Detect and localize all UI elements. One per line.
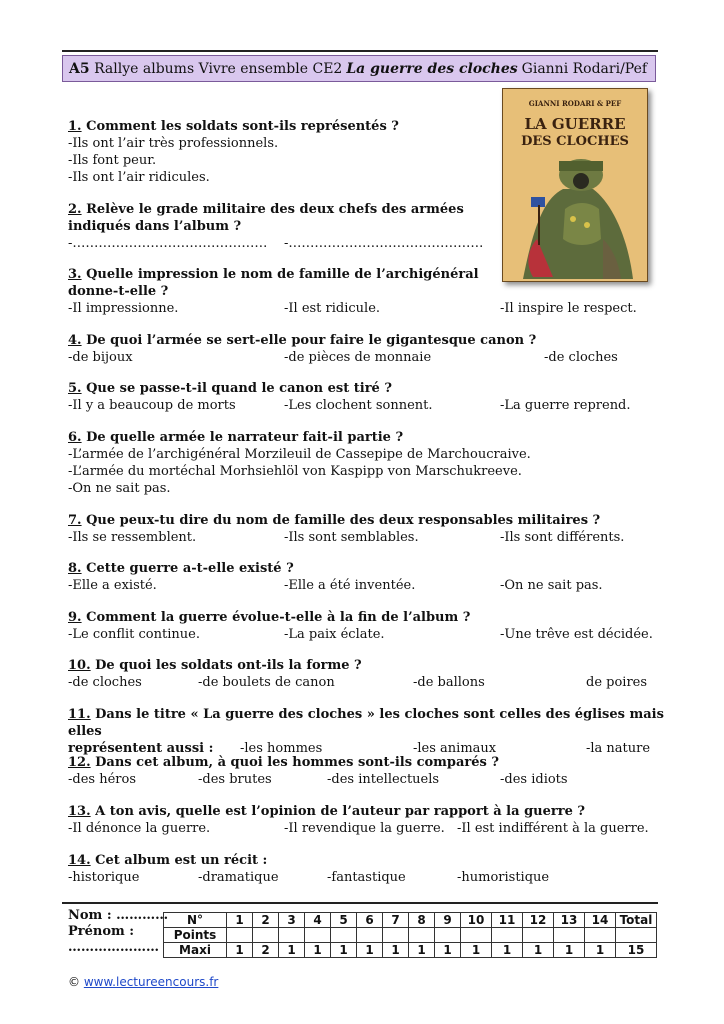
answer-option[interactable]: -Ils sont différents. [500,530,625,545]
header-cell: 2 [253,913,279,928]
question-number: 1. [68,119,82,134]
question-text: De quoi l’armée se sert-elle pour faire le gigantesque canon ? [86,333,537,348]
header-cell: 6 [357,913,383,928]
points-cell[interactable] [554,928,585,943]
score-table [163,912,657,958]
maxi-cell: 15 [616,943,657,958]
answer-option[interactable]: -Il revendique la guerre. [284,821,445,836]
question-text-continued: indiqués dans l’album ? [68,219,242,234]
maxi-cell: 1 [585,943,616,958]
website-link[interactable]: www.lectureencours.fr [83,975,219,989]
points-cell[interactable] [279,928,305,943]
maxi-cell: 1 [305,943,331,958]
header-code: A5 [69,60,90,77]
points-cell[interactable] [357,928,383,943]
question-text: Que se passe-t-il quand le canon est tiré ? [86,381,392,396]
points-cell[interactable] [383,928,409,943]
question-6 [68,429,668,497]
maxi-cell: 1 [435,943,461,958]
points-cell[interactable] [585,928,616,943]
cover-title-line1: LA GUERRE [524,115,626,133]
question-number: 11. [68,707,91,722]
question-number: 2. [68,202,82,217]
answer-option[interactable]: -la nature [586,741,651,756]
header-cell: 12 [523,913,554,928]
answer-option[interactable]: -Le conflit continue. [68,627,200,642]
maxi-cell: 1 [523,943,554,958]
answer-option[interactable]: -de bijoux [68,350,133,365]
answer-option[interactable]: -des intellectuels [327,772,440,787]
question-number: 5. [68,381,82,396]
answer-option[interactable]: -On ne sait pas. [68,481,171,496]
book-cover-image [502,88,648,282]
points-cell[interactable] [409,928,435,943]
question-7 [68,512,668,546]
question-text: Cet album est un récit : [95,853,268,868]
firstname-field[interactable]: ………………… [68,940,159,955]
points-label: Points [164,928,227,943]
answer-option[interactable]: -On ne sait pas. [500,578,603,593]
answer-option[interactable]: -de pièces de monnaie [284,350,432,365]
answer-option[interactable]: -La paix éclate. [284,627,385,642]
answer-option[interactable]: -Une trêve est décidée. [500,627,653,642]
question-13 [68,803,668,837]
question-5 [68,380,668,414]
answer-option[interactable]: -des idiots [500,772,568,787]
points-cell[interactable] [331,928,357,943]
bottom-rule [62,902,658,904]
question-number: 10. [68,658,91,673]
points-cell[interactable] [435,928,461,943]
answer-option[interactable]: -les hommes [240,741,323,756]
points-cell[interactable] [305,928,331,943]
header-cell: 10 [461,913,492,928]
score-header-row [164,913,657,928]
answer-option[interactable]: -humoristique [457,870,550,885]
question-text: Dans le titre « La guerre des cloches » les cloches sont celles des églises mais elles [68,707,664,739]
question-number: 4. [68,333,82,348]
question-1 [68,118,508,186]
question-14 [68,852,668,886]
question-10 [68,657,668,691]
answer-option[interactable]: -Les clochent sonnent. [284,398,433,413]
student-identity [68,908,168,956]
question-text: Quelle impression le nom de famille de l’archigénéral [86,267,479,282]
answer-option[interactable]: -des héros [68,772,136,787]
header-author: Gianni Rodari/Pef [521,60,648,77]
header-cell: 4 [305,913,331,928]
answer-option[interactable]: -L’armée de l’archigénéral Morzileuil de Cassepipe de Marchoucraive. [68,447,531,462]
answer-option[interactable]: -Il est indifférent à la guerre. [457,821,649,836]
question-number: 13. [68,804,91,819]
copyright-symbol: © [68,975,80,989]
points-cell[interactable] [492,928,523,943]
answer-option[interactable]: -fantastique [327,870,406,885]
question-text: Que peux-tu dire du nom de famille des deux responsables militaires ? [86,513,601,528]
question-text-continued: donne-t-elle ? [68,284,169,299]
question-text: Comment les soldats sont-ils représentés ? [81,119,399,134]
answer-blank[interactable]: -……………………………………… [284,236,484,251]
question-number: 8. [68,561,82,576]
maxi-cell: 1 [492,943,523,958]
header-cell: Total [616,913,657,928]
maxi-cell: 1 [383,943,409,958]
question-number: 14. [68,853,91,868]
answer-option[interactable]: -Il est ridicule. [284,301,381,316]
question-text: Dans cet album, à quoi les hommes sont-ils comparés ? [95,755,500,770]
answer-option[interactable]: de poires [586,675,648,690]
header-cell: 14 [585,913,616,928]
cover-title-line2: DES CLOCHES [521,134,629,149]
header-book-title: La guerre des cloches [346,60,518,77]
question-text: Relève le grade militaire des deux chefs des armées [86,202,464,217]
maxi-cell: 1 [357,943,383,958]
question-number: 12. [68,755,91,770]
name-field[interactable]: Nom : ………… [68,908,169,923]
answer-option[interactable]: -de ballons [413,675,485,690]
maxi-cell: 1 [227,943,253,958]
points-cell[interactable] [227,928,253,943]
answer-option[interactable]: -des brutes [198,772,272,787]
answer-option[interactable]: -L’armée du mortéchal Morhsiehlöl von Kaspipp von Marschukreeve. [68,464,522,479]
points-cell[interactable] [253,928,279,943]
book-cover-illustration [503,89,647,281]
header-cell: N° [164,913,227,928]
points-total-cell[interactable] [616,928,657,943]
points-cell[interactable] [523,928,554,943]
answer-blank[interactable]: -……………………………………… [68,236,268,251]
header-cell: 5 [331,913,357,928]
answer-option[interactable]: -de boulets de canon [198,675,335,690]
header-banner [62,55,656,82]
question-3 [68,266,668,317]
header-cell: 3 [279,913,305,928]
answer-option[interactable]: -les animaux [413,741,497,756]
question-text: De quelle armée le narrateur fait-il partie ? [86,430,404,445]
answer-option[interactable]: -Il inspire le respect. [500,301,637,316]
maxi-cell: 1 [331,943,357,958]
answer-option[interactable]: -Elle a été inventée. [284,578,416,593]
maxi-cell: 2 [253,943,279,958]
header-cell: 11 [492,913,523,928]
question-11 [68,706,668,757]
header-cell: 1 [227,913,253,928]
maxi-cell: 1 [279,943,305,958]
answer-option[interactable]: -Il dénonce la guerre. [68,821,211,836]
answer-option[interactable]: -Il y a beaucoup de morts [68,398,236,413]
answer-option[interactable]: -dramatique [198,870,279,885]
score-maxi-row [164,943,657,958]
answer-option[interactable]: -Ils se ressemblent. [68,530,197,545]
answer-option[interactable]: -historique [68,870,140,885]
question-number: 3. [68,267,82,282]
maxi-cell: 1 [554,943,585,958]
question-4 [68,332,668,366]
answer-option[interactable]: -de cloches [68,675,142,690]
score-points-row [164,928,657,943]
answer-option[interactable]: -Ils ont l’air très professionnels. [68,136,279,151]
question-2 [68,201,498,252]
header-cell: 9 [435,913,461,928]
question-text: Cette guerre a-t-elle existé ? [86,561,294,576]
top-rule [62,50,658,52]
answer-option[interactable]: -La guerre reprend. [500,398,631,413]
answer-option[interactable]: -Elle a existé. [68,578,157,593]
points-cell[interactable] [461,928,492,943]
footer [68,975,218,989]
answer-option[interactable]: -Ils ont l’air ridicules. [68,170,210,185]
question-number: 6. [68,430,82,445]
question-8 [68,560,668,594]
answer-option[interactable]: -Ils font peur. [68,153,157,168]
question-number: 7. [68,513,82,528]
answer-option[interactable]: -Ils sont semblables. [284,530,419,545]
question-9 [68,609,668,643]
header-cell: 8 [409,913,435,928]
answer-option[interactable]: -Il impressionne. [68,301,179,316]
question-text: De quoi les soldats ont-ils la forme ? [95,658,362,673]
maxi-cell: 1 [409,943,435,958]
header-cell: 7 [383,913,409,928]
maxi-cell: 1 [461,943,492,958]
cover-author: GIANNI RODARI & PEF [528,99,622,108]
header-series: Rallye albums Vivre ensemble CE2 [94,60,343,77]
firstname-label: Prénom : [68,924,135,939]
question-text: A ton avis, quelle est l’opinion de l’auteur par rapport à la guerre ? [95,804,585,819]
question-text: Comment la guerre évolue-t-elle à la fin de l’album ? [86,610,471,625]
question-text-continued: représentent aussi : [68,741,214,756]
header-cell: 13 [554,913,585,928]
answer-option[interactable]: -de cloches [544,350,618,365]
maxi-cell: Maxi [164,943,227,958]
question-number: 9. [68,610,82,625]
question-12 [68,754,668,788]
